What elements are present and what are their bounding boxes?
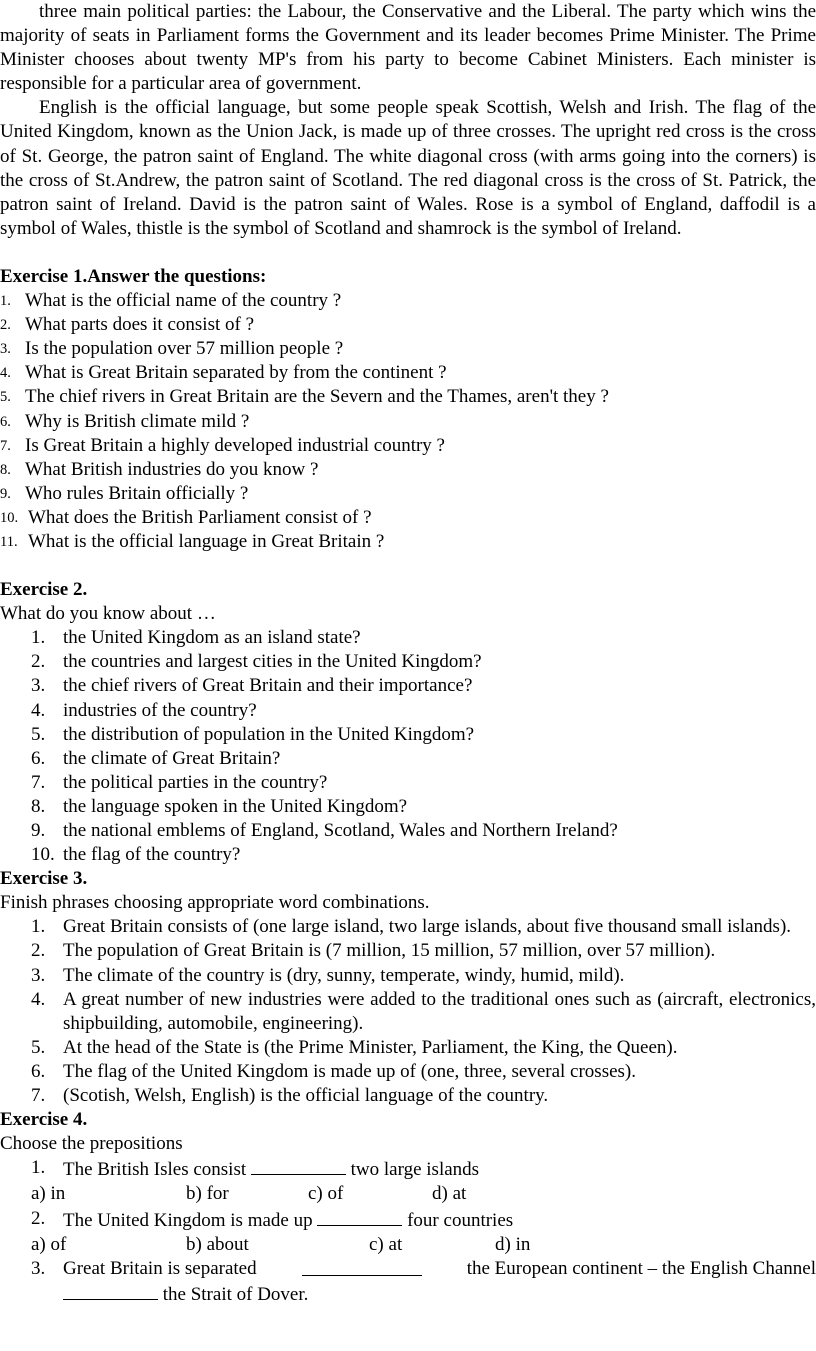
answer-blank[interactable] <box>251 1156 346 1175</box>
list-item <box>0 795 816 819</box>
exercise-4-title: Exercise 4. <box>0 1109 88 1131</box>
list-item <box>0 313 816 337</box>
item-text: the political parties in the country? <box>63 771 328 793</box>
list-item <box>0 337 816 361</box>
list-item <box>0 458 816 482</box>
item-text: the United Kingdom as an island state? <box>63 627 361 649</box>
list-item <box>0 939 816 963</box>
question-line <box>63 1257 816 1281</box>
question-text: The chief rivers in Great Britain are the Severn and the Thames, aren't they ? <box>25 386 609 408</box>
item-text: The flag of the United Kingdom is made up of (one, three, several crosses). <box>63 1060 636 1082</box>
exercise-2-list <box>0 626 816 867</box>
exercise-4-question-1 <box>0 1156 816 1182</box>
item-number: 5. <box>0 389 11 406</box>
list-item <box>0 1036 816 1060</box>
item-number: 7. <box>31 771 46 793</box>
question-text: What parts does it consist of ? <box>25 314 255 336</box>
intro-paragraph: three main political parties: the Labour, the Conservative and the Liberal. The party which wins the majority of seats in Parliament forms the Government and its leader becomes Prime Minister. The Prime Minister chooses about twenty MP's from his party to become Cabinet Ministers. Each minister is responsible for a particular area of government. <box>0 1 816 95</box>
exercise-3-list <box>0 915 816 1108</box>
question-text: the European continent – the English Channel <box>466 1257 816 1279</box>
list-item <box>0 289 816 313</box>
answer-blank[interactable] <box>63 1281 158 1300</box>
item-number: 2. <box>0 317 11 334</box>
list-item <box>0 771 816 795</box>
item-text: industries of the country? <box>63 699 257 721</box>
item-number: 4. <box>31 699 46 721</box>
exercise-1-title: Exercise 1.Answer the questions: <box>0 265 267 287</box>
question-text: four countries <box>407 1209 514 1231</box>
item-number: 11. <box>0 533 18 550</box>
item-number: 9. <box>0 485 11 502</box>
question-text: What does the British Parliament consist of ? <box>28 506 372 528</box>
question-text: What British industries do you know ? <box>25 458 319 480</box>
exercise-4-question-2 <box>0 1207 816 1233</box>
item-number: 10. <box>31 844 55 866</box>
question-text: What is Great Britain separated by from the continent ? <box>25 362 447 384</box>
list-item <box>0 819 816 843</box>
exercise-4-options-2 <box>0 1233 816 1257</box>
item-number: 7. <box>31 1085 46 1107</box>
item-number: 9. <box>31 820 46 841</box>
item-text: At the head of the State is (the Prime Minister, Parliament, the King, the Queen). <box>63 1036 678 1058</box>
item-text: the national emblems of England, Scotland, Wales and Northern Ireland? <box>63 820 618 841</box>
item-text: The population of Great Britain is (7 million, 15 million, 57 million, over 57 million). <box>63 940 716 962</box>
item-number: 4. <box>31 988 46 1010</box>
question-text: Is the population over 57 million people ? <box>25 338 344 360</box>
item-number: 1. <box>31 916 46 938</box>
item-number: 6. <box>31 1060 46 1082</box>
item-text: the language spoken in the United Kingdom? <box>63 795 408 817</box>
question-text: the Strait of Dover. <box>162 1283 309 1305</box>
question-line <box>63 1281 816 1307</box>
exercise-3-title: Exercise 3. <box>0 868 88 890</box>
list-item <box>0 843 816 867</box>
list-item <box>0 699 816 723</box>
option[interactable]: a) in <box>31 1183 66 1205</box>
question-text: What is the official name of the country ? <box>25 290 342 312</box>
item-number: 6. <box>31 747 46 769</box>
list-item <box>0 530 816 554</box>
exercise-2-intro: What do you know about … <box>0 603 216 625</box>
question-text: The United Kingdom is made up <box>63 1209 313 1231</box>
list-item <box>0 964 816 988</box>
question-text: Great Britain is separated <box>63 1257 257 1279</box>
item-number: 10. <box>0 509 19 526</box>
item-text: the flag of the country? <box>63 844 241 866</box>
exercise-3-intro: Finish phrases choosing appropriate word combinations. <box>0 892 430 914</box>
option[interactable]: a) of <box>31 1233 67 1255</box>
question-text: The British Isles consist <box>63 1159 247 1181</box>
list-item <box>0 988 816 1036</box>
item-number: 6. <box>0 413 11 430</box>
item-number: 7. <box>0 437 11 454</box>
list-item <box>0 506 816 530</box>
list-item <box>0 385 816 409</box>
item-number: 3. <box>31 675 46 697</box>
question-text: What is the official language in Great Britain ? <box>28 530 385 552</box>
option[interactable]: d) in <box>495 1233 531 1255</box>
list-item <box>0 674 816 698</box>
question-text: Why is British climate mild ? <box>25 410 250 432</box>
option[interactable]: c) at <box>369 1233 403 1255</box>
item-text: the countries and largest cities in the United Kingdom? <box>63 651 482 673</box>
list-item <box>0 1060 816 1084</box>
item-text: the chief rivers of Great Britain and their importance? <box>63 675 473 697</box>
question-text: Who rules Britain officially ? <box>25 482 249 504</box>
answer-blank[interactable] <box>302 1257 422 1276</box>
exercise-1-list <box>0 289 816 554</box>
item-number: 5. <box>31 1036 46 1058</box>
list-item <box>0 915 816 939</box>
item-number: 3. <box>0 341 11 358</box>
item-number: 2. <box>31 1207 46 1229</box>
item-number: 1. <box>31 627 46 649</box>
item-number: 2. <box>31 651 46 673</box>
item-number: 1. <box>31 1157 46 1179</box>
item-number: 8. <box>31 795 46 817</box>
item-number: 4. <box>0 365 11 382</box>
list-item <box>0 434 816 458</box>
exercise-4-options-1 <box>0 1182 816 1206</box>
exercise-4-intro: Choose the prepositions <box>0 1133 183 1155</box>
item-text: The climate of the country is (dry, sunny, temperate, windy, humid, mild). <box>63 964 625 986</box>
item-number: 3. <box>31 964 46 986</box>
list-item <box>0 723 816 747</box>
item-number: 3. <box>31 1257 46 1279</box>
exercise-4-question-3 <box>0 1257 816 1307</box>
item-text: (Scotish, Welsh, English) is the official language of the country. <box>63 1085 549 1107</box>
list-item <box>0 747 816 771</box>
option[interactable]: b) about <box>186 1233 249 1255</box>
item-text: A great number of new industries were added to the traditional ones such as (aircraft, electronics, shipbuilding, automobile, engineering). <box>63 988 816 1034</box>
question-text: Is Great Britain a highly developed industrial country ? <box>25 434 445 456</box>
item-text: the distribution of population in the United Kingdom? <box>63 723 475 745</box>
question-text: two large islands <box>350 1159 480 1181</box>
item-number: 2. <box>31 940 46 962</box>
option[interactable]: d) at <box>432 1183 467 1205</box>
list-item <box>0 482 816 506</box>
option[interactable]: c) of <box>308 1183 344 1205</box>
answer-blank[interactable] <box>317 1207 402 1226</box>
list-item <box>0 1084 816 1108</box>
item-text: Great Britain consists of (one large island, two large islands, about five thousand small islands). <box>63 916 792 938</box>
intro-paragraph: English is the official language, but some people speak Scottish, Welsh and Irish. The flag of the United Kingdom, known as the Union Jack, is made up of three crosses. The upright red cross is the cross of St. George, the patron saint of England. The white diagonal cross (with arms going into the corners) is the cross of St.Andrew, the patron saint of Scotland. The red diagonal cross is the cross of St. Patrick, the patron saint of Ireland. David is the patron saint of Wales. Rose is a symbol of England, daffodil is a symbol of Wales, thistle is the symbol of Scotland and shamrock is the symbol of Ireland. <box>0 97 816 239</box>
item-number: 1. <box>0 293 11 310</box>
list-item <box>0 650 816 674</box>
list-item <box>0 361 816 385</box>
list-item <box>0 626 816 650</box>
item-number: 8. <box>0 461 11 478</box>
item-text: the climate of Great Britain? <box>63 747 281 769</box>
item-number: 5. <box>31 723 46 745</box>
list-item <box>0 410 816 434</box>
option[interactable]: b) for <box>186 1183 229 1205</box>
exercise-2-title: Exercise 2. <box>0 579 88 601</box>
